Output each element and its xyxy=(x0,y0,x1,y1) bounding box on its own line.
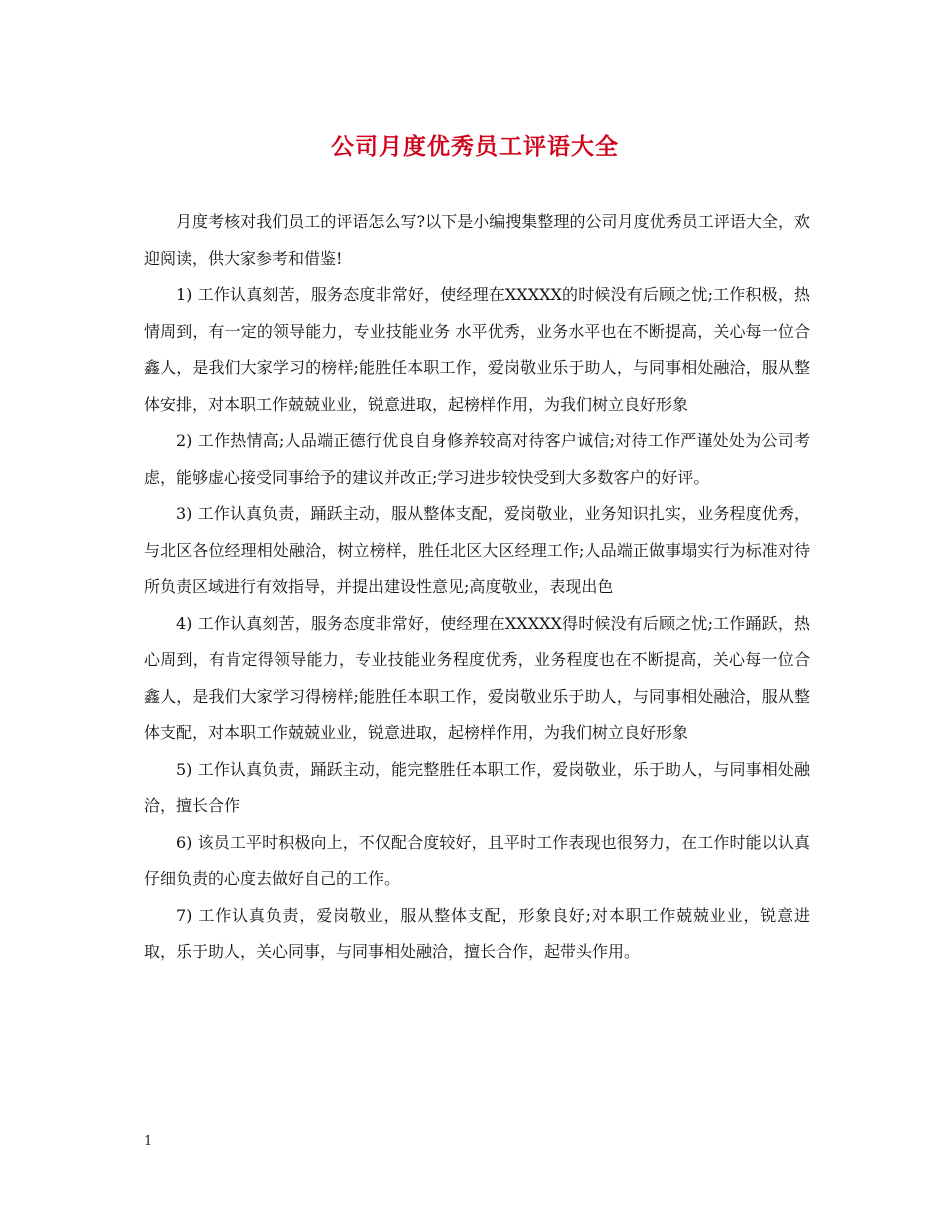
paragraph-item-5: 5) 工作认真负责，踊跃主动，能完整胜任本职工作，爱岗敬业，乐于助人，与同事相处融洽，擅长合作 xyxy=(144,759,810,815)
paragraph-intro: 月度考核对我们员工的评语怎么写?以下是小编搜集整理的公司月度优秀员工评语大全，欢迎阅读，供大家参考和借鉴! xyxy=(144,212,810,268)
paragraph-item-4: 4) 工作认真刻苦，服务态度非常好，使经理在XXXXX得时候没有后顾之忧;工作踊跃，热心周到，有肯定得领导能力，专业技能业务程度优秀，业务程度也在不断提高，关心每一位合鑫人，是我们大家学习得榜样;能胜任本职工作，爱岗敬业乐于助人，与同事相处融洽，服从整体支配，对本职工作兢兢业业，锐意进取，起榜样作用，为我们树立良好形象 xyxy=(144,613,810,742)
paragraph-item-2: 2) 工作热情高;人品端正德行优良自身修养较高对待客户诚信;对待工作严谨处处为公司考虑，能够虚心接受同事给予的建议并改正;学习进步较快受到大多数客户的好评。 xyxy=(144,431,810,487)
paragraph-item-6: 6) 该员工平时积极向上，不仅配合度较好，且平时工作表现也很努力，在工作时能以认真仔细负责的心度去做好自己的工作。 xyxy=(144,832,810,888)
page-number: 1 xyxy=(144,1134,153,1149)
paragraph-item-3: 3) 工作认真负责，踊跃主动，服从整体支配，爱岗敬业，业务知识扎实，业务程度优秀，与北区各位经理相处融洽，树立榜样，胜任北区大区经理工作;人品端正做事塌实行为标准对待所负责区域进行有效指导，并提出建设性意见;高度敬业，表现出色 xyxy=(144,504,810,596)
paragraph-item-1: 1) 工作认真刻苦，服务态度非常好，使经理在XXXXX的时候没有后顾之忧;工作积极，热情周到，有一定的领导能力，专业技能业务 水平优秀，业务水平也在不断提高，关心每一位合鑫人，是我们大家学习的榜样;能胜任本职工作，爱岗敬业乐于助人，与同事相处融洽，服从整体安排，对本职工作兢兢业业，锐意进取，起榜样作用，为我们树立良好形象 xyxy=(144,285,810,414)
page-title: 公司月度优秀员工评语大全 xyxy=(331,133,619,160)
paragraph-item-7: 7) 工作认真负责，爱岗敬业，服从整体支配，形象良好;对本职工作兢兢业业，锐意进取，乐于助人，关心同事，与同事相处融洽，擅长合作，起带头作用。 xyxy=(144,905,810,961)
document-body xyxy=(144,204,810,971)
